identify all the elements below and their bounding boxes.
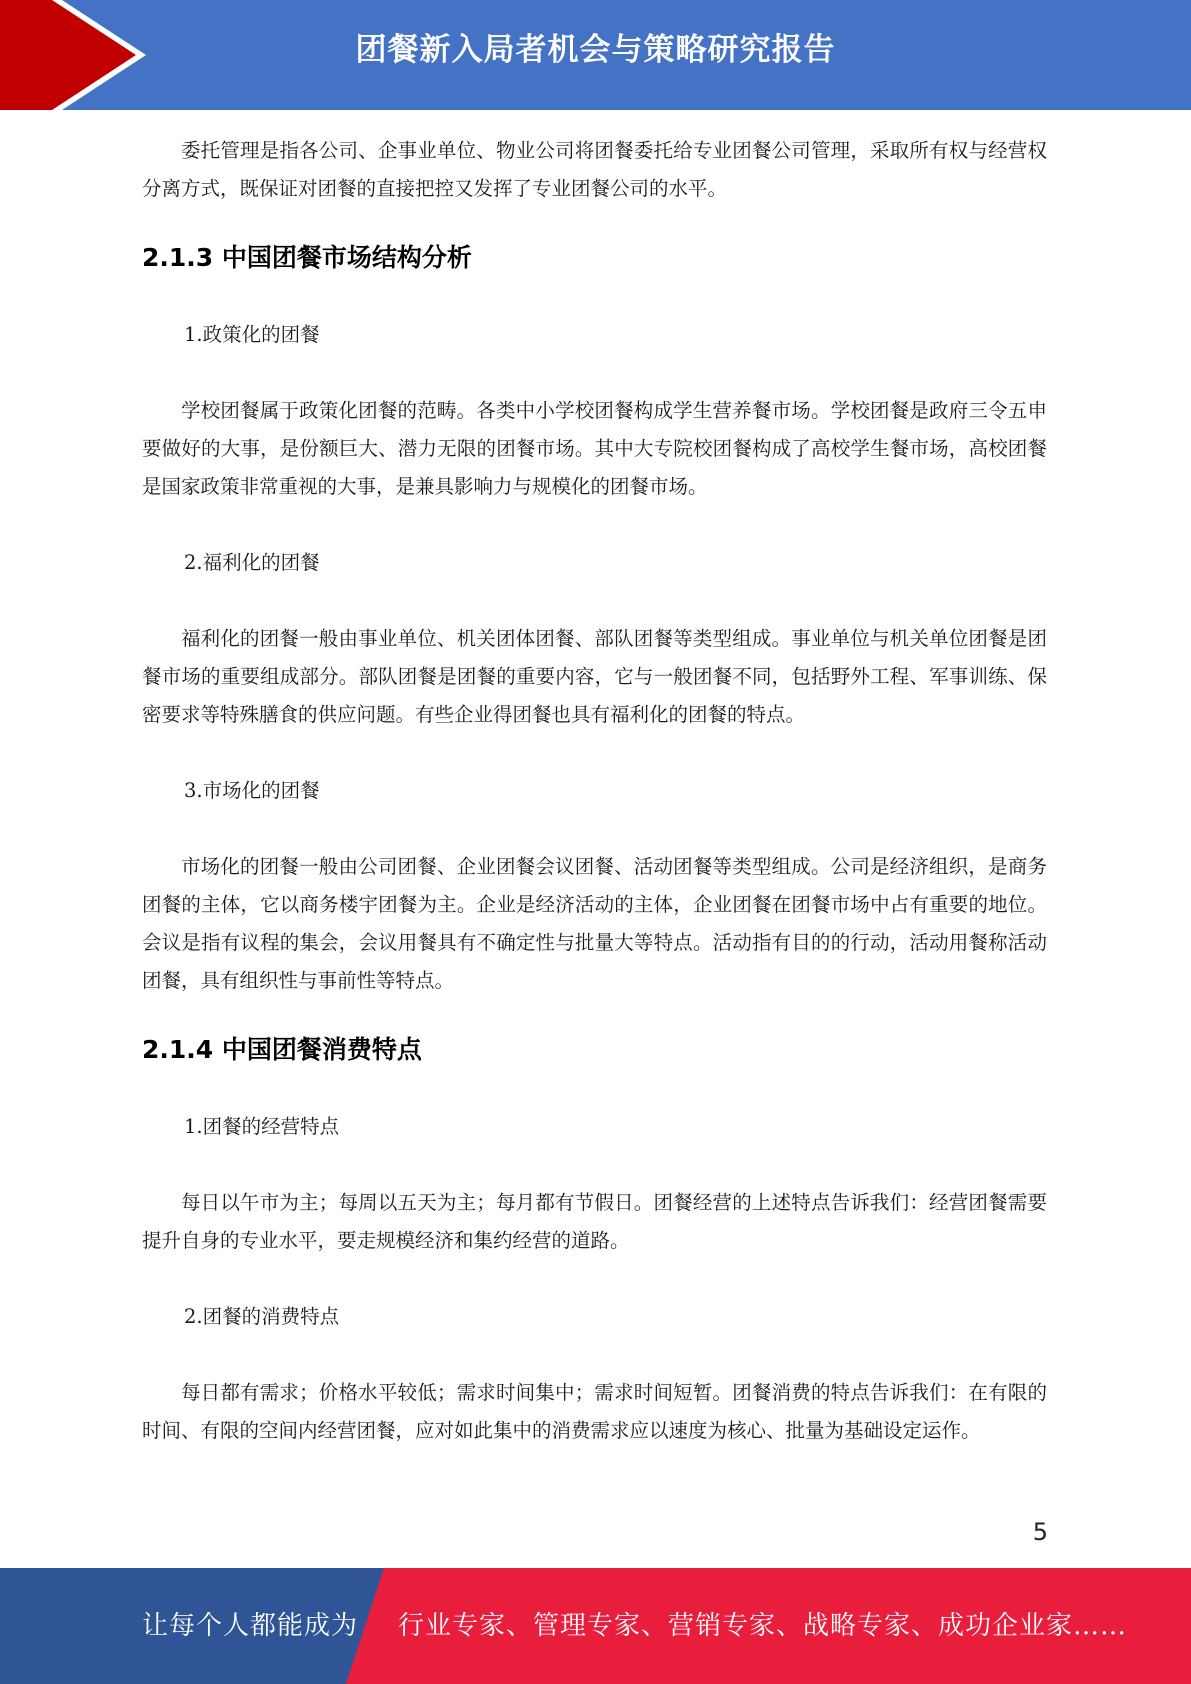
footer-slogan-left: 让每个人都能成为 [142, 1611, 359, 1641]
page-header [0, 0, 1191, 110]
paragraph-welfare-catering: 福利化的团餐一般由事业单位、机关团体团餐、部队团餐等类型组成。事业单位与机关单位团餐是团餐市场的重要组成部分。部队团餐是团餐的重要内容，它与一般团餐不同，包括野外工程、军事训练、保密要求等特殊膳食的供应问题。有些企业得团餐也具有福利化的团餐的特点。 [142, 627, 1047, 726]
paragraph-business-features: 每日以午市为主；每周以五天为主；每月都有节假日。团餐经营的上述特点告诉我们：经营团餐需要提升自身的专业水平，要走规模经济和集约经营的道路。 [142, 1191, 1047, 1252]
subheading-policy-catering: 1.政策化的团餐 [184, 323, 320, 346]
subheading-welfare-catering: 2.福利化的团餐 [184, 551, 320, 574]
paragraph-consumption-features: 每日都有需求；价格水平较低；需求时间集中；需求时间短暂。团餐消费的特点告诉我们：在有限的时间、有限的空间内经营团餐，应对如此集中的消费需求应以速度为核心、批量为基础设定运作。 [142, 1381, 1047, 1442]
section-heading-2-1-3: 2.1.3 中国团餐市场结构分析 [142, 243, 472, 272]
paragraph-market-catering: 市场化的团餐一般由公司团餐、企业团餐会议团餐、活动团餐等类型组成。公司是经济组织，是商务团餐的主体，它以商务楼宇团餐为主。企业是经济活动的主体，企业团餐在团餐市场中占有重要的地位。会议是指有议程的集会，会议用餐具有不确定性与批量大等特点。活动指有目的的行动，活动用餐称活动团餐，具有组织性与事前性等特点。 [142, 855, 1047, 992]
subheading-consumption-features: 2.团餐的消费特点 [184, 1305, 340, 1328]
paragraph-policy-catering: 学校团餐属于政策化团餐的范畴。各类中小学校团餐构成学生营养餐市场。学校团餐是政府三令五申要做好的大事，是份额巨大、潜力无限的团餐市场。其中大专院校团餐构成了高校学生餐市场，高校团餐是国家政策非常重视的大事，是兼具影响力与规模化的团餐市场。 [142, 399, 1047, 498]
subheading-business-features: 1.团餐的经营特点 [184, 1115, 340, 1138]
footer-slogan-right: 行业专家、管理专家、营销专家、战略专家、成功企业家…… [398, 1611, 1128, 1641]
section-heading-2-1-4: 2.1.4 中国团餐消费特点 [142, 1035, 422, 1064]
report-title: 团餐新入局者机会与策略研究报告 [355, 32, 836, 68]
page-footer [0, 1568, 1191, 1684]
intro-paragraph: 委托管理是指各公司、企事业单位、物业公司将团餐委托给专业团餐公司管理，采取所有权与经营权分离方式，既保证对团餐的直接把控又发挥了专业团餐公司的水平。 [142, 139, 1047, 200]
document-body [142, 132, 1047, 1450]
subheading-market-catering: 3.市场化的团餐 [184, 779, 320, 802]
page-number: 5 [1032, 1518, 1048, 1546]
